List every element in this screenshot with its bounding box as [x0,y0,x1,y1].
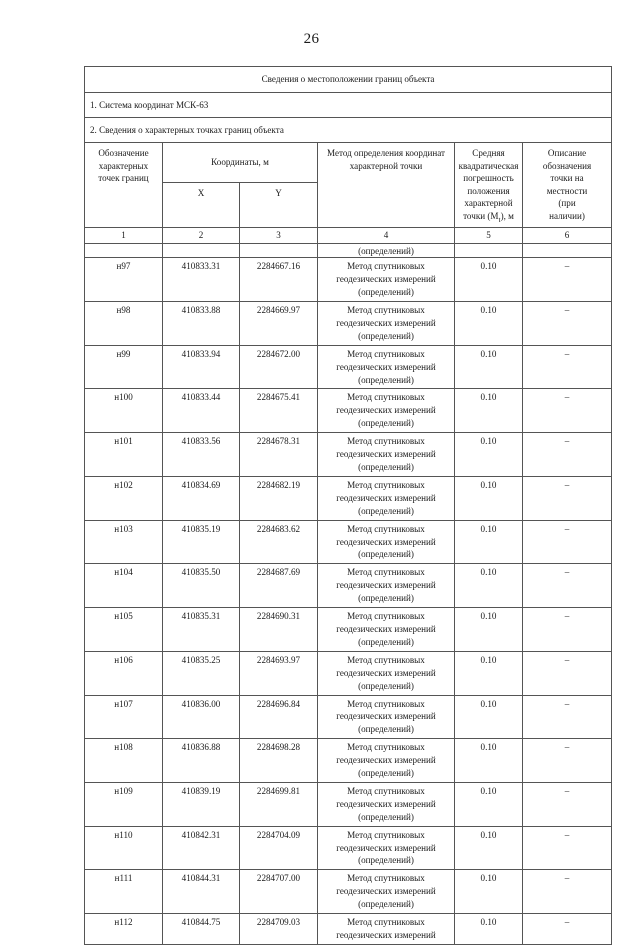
cell-mt: 0.10 [455,651,523,695]
cell-y: 2284683.62 [240,520,318,564]
cell-desc: – [523,870,612,914]
column-number-6: 6 [523,227,612,244]
cell-desc: – [523,302,612,346]
header-desc-line-2: обозначения [542,160,592,171]
cell-y: 2284667.16 [240,258,318,302]
cell-point: н100 [85,389,163,433]
cell-method [318,564,455,608]
cell-method [318,914,455,945]
table-row [85,520,612,564]
table-row [85,914,612,945]
header-point-description [523,143,612,228]
cell-y: 2284704.09 [240,826,318,870]
cell-method-line-2: геодезических измерений [336,842,436,853]
table-row [85,695,612,739]
cell-mt: 0.10 [455,302,523,346]
cell-method-line-1: Метод спутниковых [347,785,425,796]
cell-y: 2284675.41 [240,389,318,433]
cell-mt: 0.10 [455,608,523,652]
cell-method-line-2: геодезических измерений [336,317,436,328]
table-row [85,739,612,783]
header-mse-line-1: Средняя [472,148,505,158]
column-number-3: 3 [240,227,318,244]
cell-y: 2284707.00 [240,870,318,914]
header-desc-line-1: Описание [547,148,587,158]
cell-method-line-2: геодезических измерений [336,886,436,897]
table-row [85,258,612,302]
cell-method-line-1: Метод спутниковых [347,654,425,665]
cell-x: 410836.00 [163,695,240,739]
cell-mt: 0.10 [455,476,523,520]
cell-x: 410834.69 [163,476,240,520]
header-desc-line-6: наличии) [549,210,585,221]
cell-mt: 0.10 [455,520,523,564]
cell-desc: – [523,564,612,608]
cell-x: 410839.19 [163,782,240,826]
continuation-cell-method: (определений) [318,244,455,258]
header-coordinate-y: Y [240,183,318,228]
column-numbering-row [85,227,612,244]
cell-y: 2284682.19 [240,476,318,520]
cell-method-line-1: Метод спутниковых [347,873,425,884]
cell-method [318,476,455,520]
cell-point: н108 [85,739,163,783]
cell-desc: – [523,826,612,870]
table-row [85,651,612,695]
continuation-cell-mt [455,244,523,258]
cell-method-line-2: геодезических измерений [336,405,436,416]
header-coordinate-x: X [163,183,240,228]
section-row-coordinate-system [85,93,612,118]
cell-method-line-3: (определений) [358,768,414,779]
header-mse-mt-label: точки (M [463,210,499,221]
header-point-designation: Обозначение характерных точек границ [85,143,163,228]
cell-desc: – [523,345,612,389]
cell-x: 410833.94 [163,345,240,389]
table-row [85,345,612,389]
table-row [85,476,612,520]
cell-x: 410833.31 [163,258,240,302]
cell-point: н112 [85,914,163,945]
section-label-boundary-points: 2. Сведения о характерных точках границ объекта [85,118,612,143]
cell-method-line-3: (определений) [358,593,414,604]
column-number-5: 5 [455,227,523,244]
cell-point: н99 [85,345,163,389]
cell-method-line-2: геодезических измерений [336,930,436,940]
cell-method-line-3: (определений) [358,462,414,472]
cell-method-line-2: геодезических измерений [336,536,436,547]
cell-x: 410844.31 [163,870,240,914]
cell-method [318,739,455,783]
cell-y: 2284699.81 [240,782,318,826]
cell-method [318,433,455,477]
cell-method [318,695,455,739]
continuation-cell-y [240,244,318,258]
cell-desc: – [523,389,612,433]
cell-method-line-3: (определений) [358,724,414,735]
cell-method-line-3: (определений) [358,505,414,516]
header-mse-line-3: погрешность [463,173,514,184]
cell-mt: 0.10 [455,258,523,302]
cell-method-line-1: Метод спутниковых [347,392,425,403]
cell-point: н102 [85,476,163,520]
cell-method [318,826,455,870]
cell-point: н109 [85,782,163,826]
cell-method-line-3: (определений) [358,374,414,385]
cell-point: н106 [85,651,163,695]
cell-desc: – [523,695,612,739]
cell-method-line-1: Метод спутниковых [347,742,425,753]
page-number: 26 [303,31,320,47]
cell-method [318,302,455,346]
table-row [85,564,612,608]
header-coordinates-group: Координаты, м [163,143,318,183]
cell-desc: – [523,608,612,652]
cell-point: н107 [85,695,163,739]
header-desc-line-3: точки на [550,173,584,184]
cell-mt: 0.10 [455,389,523,433]
cell-method [318,389,455,433]
cell-method-line-1: Метод спутниковых [347,479,425,490]
continuation-cell-desc [523,244,612,258]
boundary-points-table [84,66,612,945]
cell-method-line-2: геодезических измерений [336,798,436,809]
cell-method-line-1: Метод спутниковых [347,567,425,578]
table-row [85,433,612,477]
cell-desc: – [523,433,612,477]
cell-method-line-2: геодезических измерений [336,492,436,503]
cell-method-line-2: геодезических измерений [336,667,436,678]
cell-x: 410835.31 [163,608,240,652]
header-mse-line-4: положения [467,185,510,196]
cell-method-line-1: Метод спутниковых [347,305,425,316]
section-label-coordinate-system: 1. Система координат МСК-63 [85,93,612,118]
table-title-row [85,67,612,93]
cell-point: н101 [85,433,163,477]
header-method: Метод определения координат характерной точки [318,143,455,228]
cell-y: 2284709.03 [240,914,318,945]
cell-mt: 0.10 [455,345,523,389]
cell-method-line-3: (определений) [358,549,414,560]
cell-method-line-3: (определений) [358,330,414,341]
cell-point: н111 [85,870,163,914]
cell-y: 2284678.31 [240,433,318,477]
cell-desc: – [523,739,612,783]
cell-method-line-2: геодезических измерений [336,449,436,460]
column-number-4: 4 [318,227,455,244]
cell-method [318,870,455,914]
cell-method-line-2: геодезических измерений [336,755,436,766]
cell-method-line-2: геодезических измерений [336,711,436,722]
cell-point: н103 [85,520,163,564]
cell-method-line-3: (определений) [358,636,414,647]
cell-x: 410835.50 [163,564,240,608]
header-mse-line-6 [458,210,519,225]
cell-y: 2284698.28 [240,739,318,783]
cell-y: 2284672.00 [240,345,318,389]
header-mse-mt-units: ), м [500,210,514,221]
cell-point: н105 [85,608,163,652]
cell-x: 410833.88 [163,302,240,346]
cell-y: 2284687.69 [240,564,318,608]
cell-x: 410835.19 [163,520,240,564]
cell-desc: – [523,476,612,520]
table-row [85,870,612,914]
header-desc-line-5: (при [558,198,576,209]
section-row-boundary-points [85,118,612,143]
cell-desc: – [523,651,612,695]
cell-method-line-2: геодезических измерений [336,580,436,591]
cell-x: 410836.88 [163,739,240,783]
cell-method-line-3: (определений) [358,855,414,866]
cell-method [318,345,455,389]
header-mse-line-2: квадратическая [458,160,519,171]
cell-method-line-2: геодезических измерений [336,623,436,634]
cell-mt: 0.10 [455,782,523,826]
cell-mt: 0.10 [455,914,523,945]
cell-method-line-1: Метод спутниковых [347,348,425,359]
continuation-cell-x [163,244,240,258]
header-row-primary [85,143,612,183]
table-row [85,608,612,652]
cell-method-line-2: геодезических измерений [336,274,436,285]
cell-method [318,608,455,652]
table-row [85,826,612,870]
cell-desc: – [523,914,612,945]
cell-method [318,520,455,564]
cell-method-line-1: Метод спутниковых [347,436,425,447]
cell-method-line-3: (определений) [358,418,414,429]
header-mse-mt-subscript: t [498,214,501,224]
cell-desc: – [523,258,612,302]
cell-method-line-3: (определений) [358,811,414,822]
cell-method-line-3: (определений) [358,287,414,298]
cell-method [318,258,455,302]
cell-method-line-1: Метод спутниковых [347,611,425,622]
header-mean-square-error [455,143,523,228]
cell-y: 2284690.31 [240,608,318,652]
cell-method-line-1: Метод спутниковых [347,698,425,709]
cell-method [318,651,455,695]
cell-method-line-1: Метод спутниковых [347,917,425,928]
header-desc-line-4: местности [546,185,588,196]
column-number-2: 2 [163,227,240,244]
cell-method-line-3: (определений) [358,899,414,910]
cell-x: 410835.25 [163,651,240,695]
table-row [85,302,612,346]
cell-x: 410833.56 [163,433,240,477]
table-body [85,67,612,945]
table-title: Сведения о местоположении границ объекта [85,67,612,93]
table-row [85,782,612,826]
cell-method-line-2: геодезических измерений [336,361,436,372]
continuation-cell-point [85,244,163,258]
continuation-row [85,244,612,258]
cell-method-line-1: Метод спутниковых [347,523,425,534]
cell-mt: 0.10 [455,870,523,914]
cell-x: 410844.75 [163,914,240,945]
cell-y: 2284693.97 [240,651,318,695]
cell-point: н110 [85,826,163,870]
header-mse-line-5: характерной [464,198,513,209]
cell-method-line-3: (определений) [358,680,414,691]
cell-point: н97 [85,258,163,302]
cell-x: 410833.44 [163,389,240,433]
cell-mt: 0.10 [455,826,523,870]
cell-desc: – [523,782,612,826]
cell-mt: 0.10 [455,564,523,608]
cell-x: 410842.31 [163,826,240,870]
cell-method-line-1: Метод спутниковых [347,829,425,840]
column-number-1: 1 [85,227,163,244]
cell-point: н98 [85,302,163,346]
table-row [85,389,612,433]
cell-mt: 0.10 [455,695,523,739]
cell-method [318,782,455,826]
cell-mt: 0.10 [455,433,523,477]
cell-mt: 0.10 [455,739,523,783]
cell-y: 2284669.97 [240,302,318,346]
cell-y: 2284696.84 [240,695,318,739]
cell-desc: – [523,520,612,564]
cell-method-line-1: Метод спутниковых [347,261,425,272]
cell-point: н104 [85,564,163,608]
